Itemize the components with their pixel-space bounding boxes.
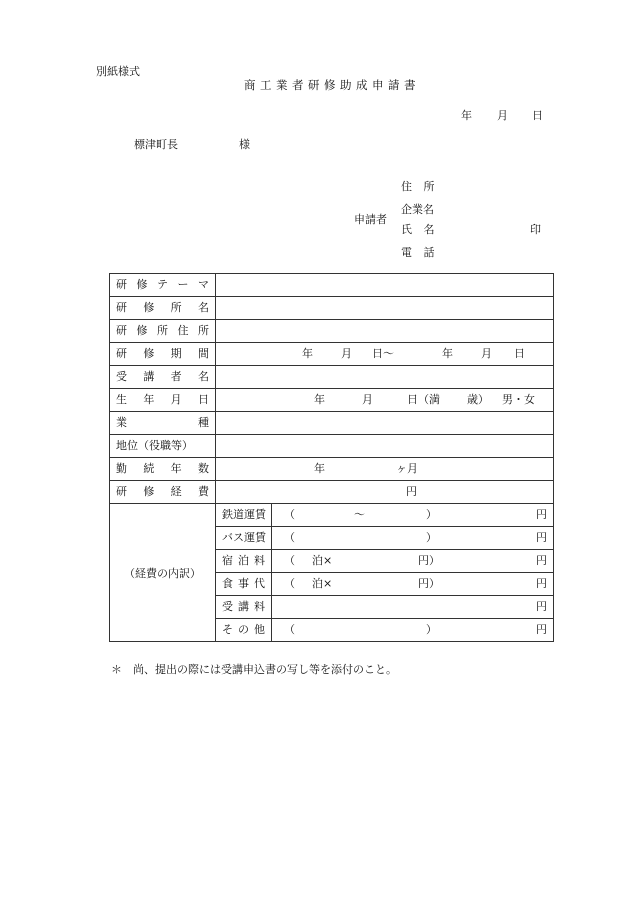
period-end-day: 日 [514,347,525,360]
cost-yen: 円 [406,485,417,498]
table-row [110,274,554,297]
rail-label: 鉄道運賃 [222,508,266,521]
table-row [110,343,554,366]
theme-field[interactable] [216,274,554,297]
period-start-month: 月 [341,347,352,360]
theme-row-label [110,274,216,297]
place-address-label: 研修所住所 [116,324,209,337]
period-start-day: 日〜 [372,347,394,360]
birth-day: 日（満 [407,393,440,406]
bus-open-paren: （ [284,531,295,544]
place-label: 研修所名 [116,301,209,314]
meal-open-paren: （ [284,577,295,590]
date-year-label: 年 [461,109,472,122]
birthdate-field[interactable] [216,389,554,412]
lodging-yen: 円 [536,554,547,567]
bus-label: バス運賃 [222,531,266,544]
position-field[interactable] [216,435,554,458]
tuition-field[interactable] [272,596,554,619]
birth-year: 年 [314,393,325,406]
meal-nights: 泊× [312,577,333,590]
period-start-year: 年 [302,347,313,360]
lodging-yen-paren: 円） [418,554,440,567]
address-label: 住 所 [401,180,439,193]
phone-label: 電 話 [401,246,439,259]
lodging-field[interactable] [272,550,554,573]
birth-sex: 男・女 [502,393,535,406]
applicant-label: 申請者 [354,213,387,226]
birth-age: 歳） [467,393,489,406]
period-end-month: 月 [481,347,492,360]
birth-month: 月 [362,393,373,406]
meal-label: 食事代 [222,577,265,590]
table-row [110,504,554,527]
bus-close-paren: ） [426,531,437,544]
meal-yen: 円 [536,577,547,590]
meal-field[interactable] [272,573,554,596]
bus-yen: 円 [536,531,547,544]
bus-field[interactable] [272,527,554,550]
rail-close-paren: ） [426,508,437,521]
table-row [110,320,554,343]
footnote: ＊ 尚、提出の際には受講申込書の写し等を添付のこと。 [111,663,397,676]
company-label: 企業名 [401,203,434,216]
rail-field[interactable] [272,504,554,527]
place-address-field[interactable] [216,320,554,343]
table-row [110,435,554,458]
lodging-label: 宿泊料 [222,554,265,567]
other-field[interactable] [272,619,554,642]
form-title: 商工業者研修助成申請書 [244,78,420,92]
other-label: その他 [222,623,265,636]
tuition-label: 受講料 [222,600,265,613]
other-open-paren: （ [284,623,295,636]
date-month-label: 月 [497,109,508,122]
tenure-label: 勤続年数 [116,462,209,475]
date-day-label: 日 [532,109,543,122]
period-label: 研修期間 [116,347,209,360]
birthdate-label: 生年月日 [116,393,209,406]
addressee-honorific: 様 [239,138,250,151]
name-label: 氏 名 [401,223,439,236]
application-form-table [109,273,554,642]
tuition-yen: 円 [536,600,547,613]
tenure-year: 年 [314,462,325,475]
period-end-year: 年 [442,347,453,360]
table-row [110,389,554,412]
theme-label: 研修テーマ [116,278,209,291]
lodging-nights: 泊× [312,554,333,567]
rail-tilde: 〜 [354,508,365,521]
place-field[interactable] [216,297,554,320]
cost-field[interactable] [216,481,554,504]
period-field[interactable] [216,343,554,366]
attendee-label: 受講者名 [116,370,209,383]
table-row [110,481,554,504]
rail-yen: 円 [536,508,547,521]
other-close-paren: ） [426,623,437,636]
attendee-field[interactable] [216,366,554,389]
position-label: 地位（役職等） [116,439,193,452]
tenure-month: ヶ月 [396,462,418,475]
addressee-town: 標津町長 [134,138,178,151]
meal-yen-paren: 円） [418,577,440,590]
table-row [110,297,554,320]
cost-label: 研修経費 [116,485,209,498]
table-row [110,366,554,389]
table-row [110,458,554,481]
industry-field[interactable] [216,412,554,435]
other-yen: 円 [536,623,547,636]
form-id-label: 別紙様式 [96,65,140,78]
table-row [110,412,554,435]
breakdown-label: （経費の内訳） [124,566,201,580]
industry-label: 業種 [116,416,209,429]
breakdown-cell [110,504,216,642]
seal-label: 印 [530,223,541,236]
lodging-open-paren: （ [284,554,295,567]
tenure-field[interactable] [216,458,554,481]
rail-open-paren: （ [284,508,295,521]
